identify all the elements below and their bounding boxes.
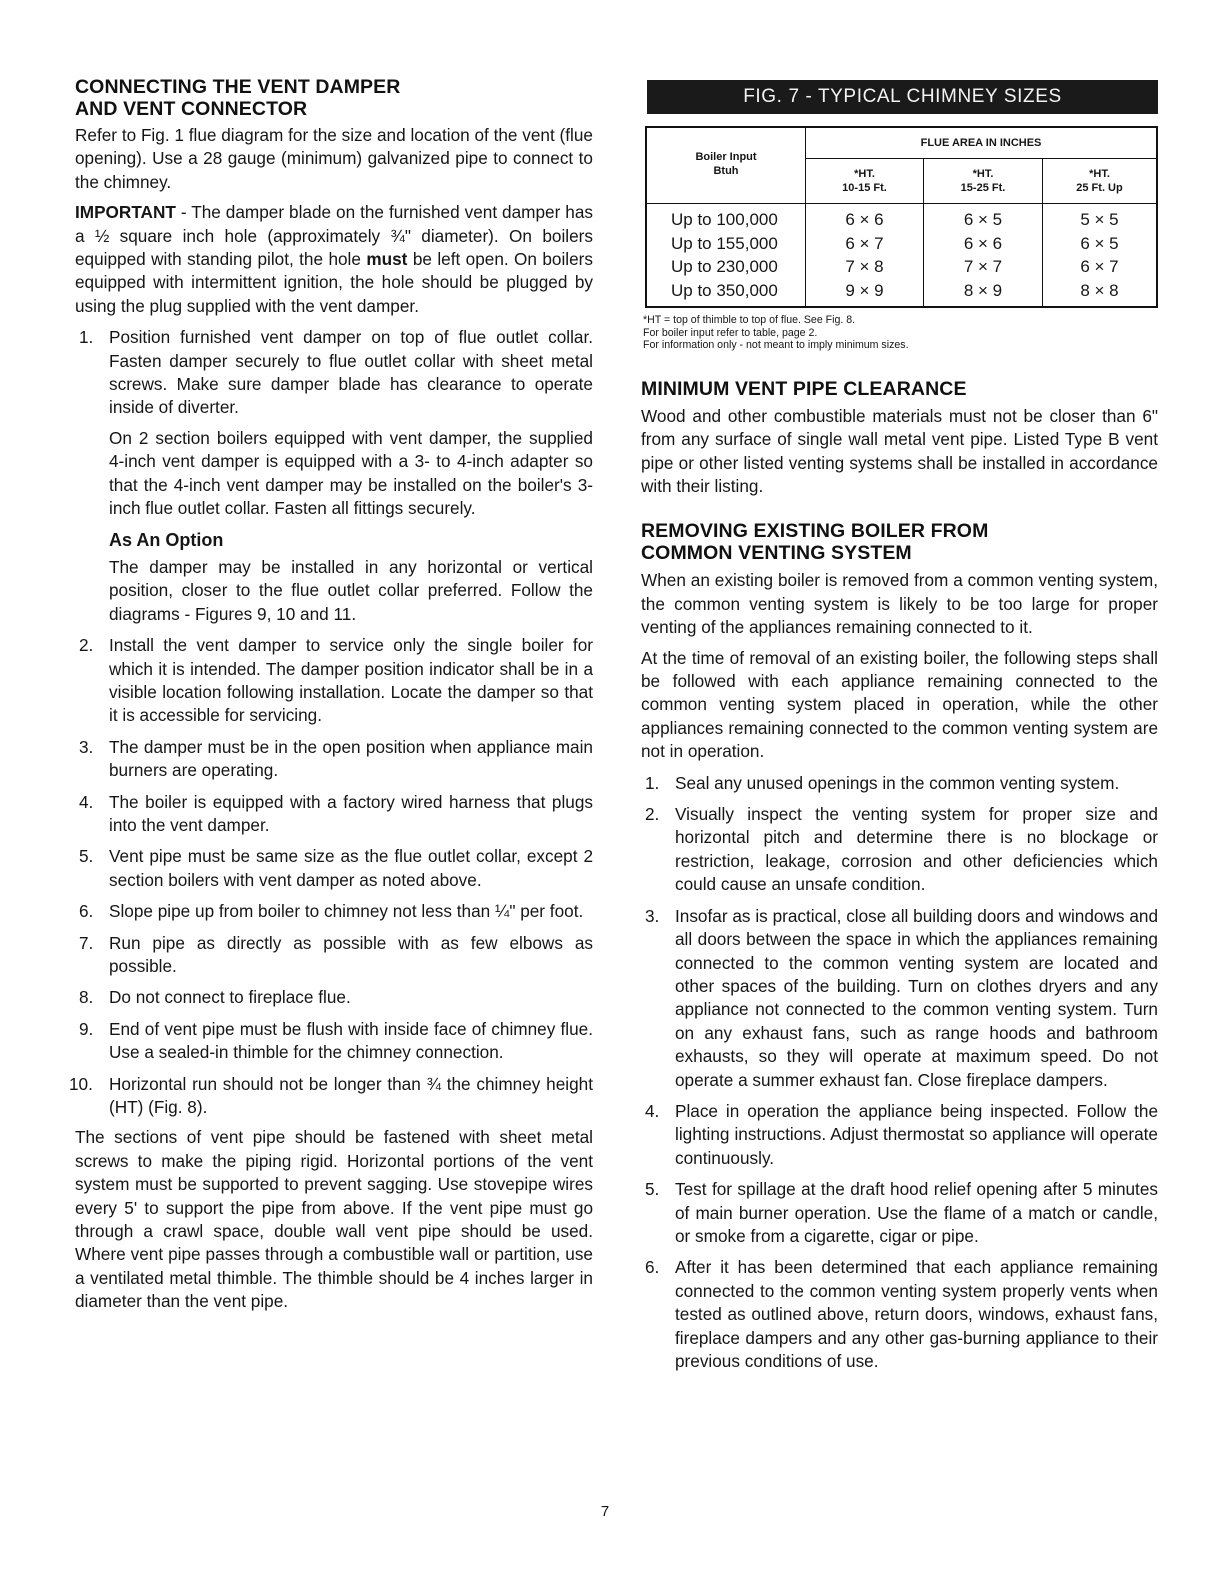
list-item: 5. Vent pipe must be same size as the flue outlet collar, except 2 section boilers with vent damper as noted above. — [79, 846, 593, 890]
list-item: 2. Install the vent damper to service only the single boiler for which it is intended. The damper position indicator shall be in a visible location following installation. Locate the damper so that it is accessible for servicing. — [79, 635, 593, 726]
removal-steps — [641, 772, 1158, 1374]
list-item: 2. Visually inspect the venting system for proper size and horizontal pitch and determine there is no blockage or restriction, leakage, corrosion and other deficiencies which could cause an unsafe condition. — [645, 804, 1158, 895]
list-item: 3. The damper must be in the open position when appliance main burners are operating. — [79, 736, 593, 781]
removing-paragraph-2: At the time of removal of an existing boiler, the following steps shall be followed with each appliance remaining connected to the common venting system placed in operation, while the other appliances remaining connected to the common venting system are not in operation. — [641, 647, 1158, 762]
section-heading-vent-damper: CONNECTING THE VENT DAMPER AND VENT CONNECTOR — [75, 76, 401, 120]
list-item: 9. End of vent pipe must be flush with inside face of chimney flue. Use a sealed-in thimble for the chimney connection. — [79, 1018, 593, 1063]
list-item: 3. Insofar as is practical, close all building doors and windows and all doors between the space in which the appliances remaining connected to the common venting system are located and other spaces of the building. Turn on clothes dryers and any appliance not connected to the common venting system. Turn on any exhaust fans, such as range hoods and bathroom exhausts, so they will operate at maximum speed. Do not operate a summer exhaust fan. Close fireplace dampers. — [645, 905, 1158, 1090]
list-item: 10. Horizontal run should not be longer than ¾ the chimney height (HT) (Fig. 8). — [69, 1073, 593, 1118]
table-row: Up to 155,000 6 × 7 6 × 6 6 × 5 — [646, 232, 1157, 256]
vent-damper-steps — [69, 326, 593, 1119]
list-item: 4. The boiler is equipped with a factory wired harness that plugs into the vent damper. — [79, 791, 593, 835]
closing-paragraph: The sections of vent pipe should be fastened with sheet metal screws to make the piping rigid. Horizontal portions of the vent system must be supported to prevent sagging. Use stovepipe wires every 5' to support the pipe from above. If the vent pipe must go through a crawl space, double wall vent pipe should be used. Where vent pipe passes through a combustible wall or partition, use a ventilated metal thimble. The thimble should be 4 inches larger in diameter than the vent pipe. — [75, 1127, 593, 1312]
group-header-flue-area: FLUE AREA IN INCHES — [806, 127, 1158, 159]
list-item: 1. Seal any unused openings in the common venting system. — [645, 772, 1120, 793]
left-column — [69, 76, 594, 1314]
list-item: 6. After it has been determined that each appliance remaining connected to the common venting system properly vents when tested as outlined above, return doors, windows, exhaust fans, fireplace dampers and any other gas-burning appliance to their previous conditions of use. — [645, 1257, 1158, 1371]
list-item: 5. Test for spillage at the draft hood relief opening after 5 minutes of main burner operation. Use the flame of a match or candle, or smoke from a cigarette, cigar or pipe. — [645, 1179, 1158, 1246]
clearance-paragraph: Wood and other combustible materials must not be closer than 6" from any surface of single wall metal vent pipe. Listed Type B vent pipe or other listed venting systems shall be installed in accordance with their listing. — [641, 405, 1158, 496]
table-row: Up to 350,000 9 × 9 8 × 9 8 × 8 — [646, 279, 1157, 308]
list-item: 6. Slope pipe up from boiler to chimney not less than ¼" per foot. — [79, 901, 584, 922]
list-item: 7. Run pipe as directly as possible with as few elbows as possible. — [79, 932, 593, 976]
figure-title: FIG. 7 - TYPICAL CHIMNEY SIZES — [647, 80, 1158, 114]
column-header-ht-25-up: *HT. 25 Ft. Up — [1043, 159, 1158, 204]
intro-paragraph: Refer to Fig. 1 flue diagram for the size and location of the vent (flue opening). Use a 28 gauge (minimum) galvanized pipe to connect to the chimney. — [75, 125, 593, 192]
column-header-ht-10-15: *HT. 10-15 Ft. — [806, 159, 924, 204]
removing-paragraph-1: When an existing boiler is removed from a common venting system, the common venting system is likely to be too large for proper venting of the appliances remaining connected to it. — [641, 570, 1158, 638]
list-item: 1. Position furnished vent damper on top of flue outlet collar. Fasten damper securely to flue outlet collar with sheet metal screws. Make sure damper blade has clearance to operate inside of diverter. On 2 section boilers equipped with vent damper, the supplied 4-inch vent damper is equipped with a 3- to 4-inch adapter so that the 4-inch vent damper may be installed on the boiler's 3-inch flue outlet collar. Fasten all fittings securely. As An Option The damper may be installed in any horizontal or vertical position, closer to the flue outlet collar preferred. Follow the diagrams - Figures 9, 10 and 11. — [79, 327, 593, 624]
section-heading-removing-boiler: REMOVING EXISTING BOILER FROM COMMON VENTING SYSTEM — [641, 520, 989, 565]
column-header-ht-15-25: *HT. 15-25 Ft. — [924, 159, 1043, 204]
list-item: 4. Place in operation the appliance being inspected. Follow the lighting instructions. Adjust thermostat so appliance will operate continuously. — [645, 1100, 1158, 1168]
table-row: Up to 230,000 7 × 8 7 × 7 6 × 7 — [646, 255, 1157, 279]
right-column — [641, 80, 1158, 1373]
table-footnotes: *HT = top of thimble to top of flue. See Fig. 8. For boiler input refer to table, page 2. For information only - not meant to imply minimum sizes. — [643, 314, 909, 352]
option-heading: As An Option — [109, 529, 224, 550]
chimney-sizes-table — [645, 126, 1158, 308]
table-row: Up to 100,000 6 × 6 6 × 5 5 × 5 — [646, 204, 1157, 232]
important-paragraph: IMPORTANT - The damper blade on the furnished vent damper has a ½ square inch hole (approximately ¾" diameter). On boilers equipped with standing pilot, the hole must be left open. On boilers equipped with intermittent ignition, the hole should be plugged by using the plug supplied with the vent damper. — [75, 202, 594, 316]
column-header-boiler-input: Boiler Input Btuh — [646, 127, 806, 204]
section-heading-clearance: MINIMUM VENT PIPE CLEARANCE — [641, 377, 967, 400]
list-item: 8. Do not connect to fireplace flue. — [79, 987, 351, 1008]
page-number: 7 — [600, 1503, 610, 1520]
